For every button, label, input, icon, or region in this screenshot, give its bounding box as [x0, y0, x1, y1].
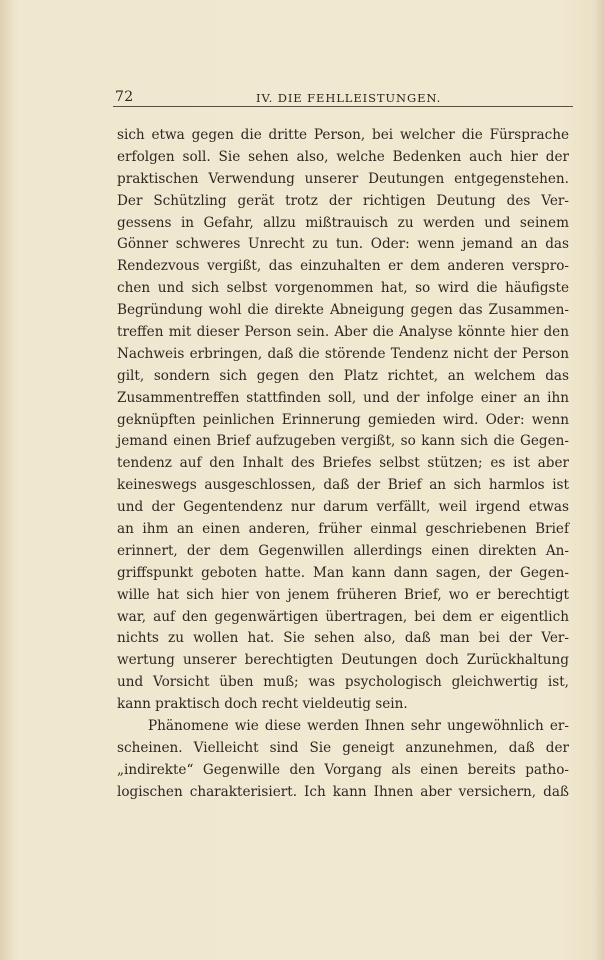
- text-line: treffen mit dieser Person sein. Aber die Analyse könnte hier den: [117, 324, 569, 341]
- text-line: kann praktisch doch recht vieldeutig sein.: [117, 696, 408, 713]
- text-line: Nachweis erbringen, daß die störende Tendenz nicht der Person: [117, 345, 569, 362]
- text-line: „indirekte“ Gegenwille den Vorgang als einen bereits patho-: [117, 761, 569, 778]
- page-left-shadow: [0, 0, 14, 960]
- text-line: logischen charakterisiert. Ich kann Ihnen aber versichern, daß: [117, 783, 569, 800]
- text-line-indented: Phänomene wie diese werden Ihnen sehr ungewöhnlich er-: [148, 718, 569, 735]
- text-line: sich etwa gegen die dritte Person, bei welcher die Fürsprache: [117, 127, 569, 143]
- running-head: IV. DIE FEHLLEISTUNGEN.: [256, 91, 442, 105]
- text-line: tendenz auf den Inhalt des Briefes selbst stützen; es ist aber: [117, 455, 569, 472]
- text-line: und der Gegentendenz nur darum verfällt, weil irgend etwas: [117, 499, 569, 516]
- text-line: Der Schützling gerät trotz der richtigen Deutung des Ver-: [117, 192, 569, 209]
- text-line: Rendezvous vergißt, das einzuhalten er dem anderen verspro-: [117, 258, 569, 275]
- text-line: scheinen. Vielleicht sind Sie geneigt anzunehmen, daß der: [117, 739, 569, 756]
- text-line: griffspunkt geboten hatte. Man kann dann sagen, der Gegen-: [117, 564, 569, 581]
- text-line: jemand einen Brief aufzugeben vergißt, so kann sich die Gegen-: [117, 433, 569, 450]
- text-line: war, auf den gegenwärtigen übertragen, bei dem er eigentlich: [117, 608, 569, 625]
- text-line: gilt, sondern sich gegen den Platz richtet, an welchem das: [117, 367, 569, 384]
- text-line: chen und sich selbst vorgenommen hat, so wird die häufigste: [117, 280, 569, 297]
- text-line: nichts zu wollen hat. Sie sehen also, daß man bei der Ver-: [117, 630, 569, 647]
- text-line: Zusammentreffen stattfinden soll, und der infolge einer an ihn: [117, 389, 569, 406]
- text-line: und Vorsicht üben muß; was psychologisch gleichwertig ist,: [117, 674, 569, 691]
- text-line: geknüpften peinlichen Erinnerung gemieden wird. Oder: wenn: [117, 411, 569, 428]
- text-line: wille hat sich hier von jenem früheren Brief, wo er berechtigt: [117, 586, 569, 603]
- text-line: Gönner schweres Unrecht zu tun. Oder: wenn jemand an das: [117, 236, 569, 253]
- header-rule: [113, 106, 573, 107]
- text-line: erinnert, der dem Gegenwillen allerdings einen direkten An-: [117, 542, 569, 559]
- page-number: 72: [115, 89, 134, 105]
- text-line: praktischen Verwendung unserer Deutungen entgegenstehen.: [117, 170, 569, 187]
- text-line: Begründung wohl die direkte Abneigung gegen das Zusammen-: [117, 302, 569, 319]
- page-right-shadow: [594, 0, 604, 960]
- text-line: wertung unserer berechtigten Deutungen doch Zurückhaltung: [117, 652, 569, 669]
- text-line: an ihm an einen anderen, früher einmal geschriebenen Brief: [117, 521, 569, 538]
- text-line: gessens in Gefahr, allzu mißtrauisch zu werden und seinem: [117, 214, 569, 231]
- text-line: keineswegs ausgeschlossen, daß der Brief an sich harmlos ist: [117, 477, 569, 494]
- text-line: erfolgen soll. Sie sehen also, welche Bedenken auch hier der: [117, 148, 569, 165]
- body-text: [117, 125, 569, 804]
